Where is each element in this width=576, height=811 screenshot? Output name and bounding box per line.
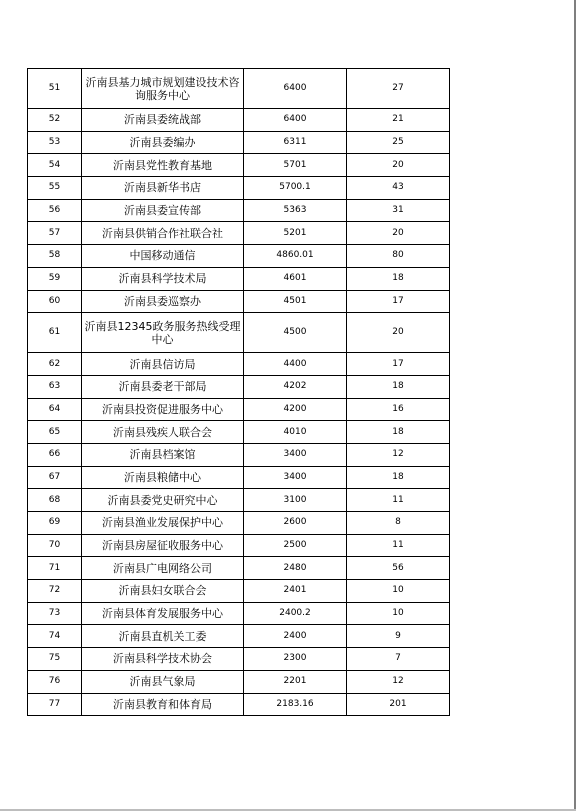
count: 10: [347, 602, 450, 625]
count: 31: [347, 199, 450, 222]
count: 7: [347, 648, 450, 671]
table-row: [28, 648, 450, 671]
row-number: 52: [28, 109, 82, 132]
data-table: [27, 68, 450, 716]
row-number: 58: [28, 245, 82, 268]
count: 11: [347, 534, 450, 557]
table-row: [28, 421, 450, 444]
amount: 4400: [244, 353, 347, 376]
row-number: 53: [28, 131, 82, 154]
row-number: 51: [28, 69, 82, 109]
amount: 2183.16: [244, 693, 347, 716]
amount: 4200: [244, 398, 347, 421]
table-row: [28, 199, 450, 222]
count: 20: [347, 313, 450, 353]
amount: 5701: [244, 154, 347, 177]
row-number: 69: [28, 512, 82, 535]
row-number: 56: [28, 199, 82, 222]
table-row: [28, 177, 450, 200]
amount: 2480: [244, 557, 347, 580]
table-row: [28, 375, 450, 398]
amount: 4202: [244, 375, 347, 398]
amount: 5201: [244, 222, 347, 245]
count: 21: [347, 109, 450, 132]
row-number: 77: [28, 693, 82, 716]
count: 18: [347, 375, 450, 398]
row-number: 63: [28, 375, 82, 398]
row-number: 71: [28, 557, 82, 580]
amount: 5363: [244, 199, 347, 222]
amount: 3400: [244, 443, 347, 466]
row-number: 65: [28, 421, 82, 444]
count: 17: [347, 290, 450, 313]
count: 11: [347, 489, 450, 512]
table-row: [28, 625, 450, 648]
unit-name: 沂南县信访局: [82, 353, 244, 376]
count: 10: [347, 580, 450, 603]
count: 201: [347, 693, 450, 716]
unit-name: 沂南县委党史研究中心: [82, 489, 244, 512]
count: 9: [347, 625, 450, 648]
table-row: [28, 154, 450, 177]
count: 25: [347, 131, 450, 154]
amount: 6400: [244, 69, 347, 109]
amount: 5700.1: [244, 177, 347, 200]
table-row: [28, 489, 450, 512]
table-row: [28, 512, 450, 535]
table-row: [28, 534, 450, 557]
amount: 6311: [244, 131, 347, 154]
unit-name: 沂南县新华书店: [82, 177, 244, 200]
amount: 2500: [244, 534, 347, 557]
unit-name: 沂南县直机关工委: [82, 625, 244, 648]
unit-name: 沂南县妇女联合会: [82, 580, 244, 603]
amount: 4601: [244, 267, 347, 290]
row-number: 61: [28, 313, 82, 353]
table-row: [28, 69, 450, 109]
unit-name: 沂南县科学技术协会: [82, 648, 244, 671]
unit-name: 沂南县委巡察办: [82, 290, 244, 313]
row-number: 59: [28, 267, 82, 290]
count: 18: [347, 267, 450, 290]
unit-name: 沂南县基力城市规划建设技术咨询服务中心: [82, 69, 244, 109]
count: 8: [347, 512, 450, 535]
amount: 2600: [244, 512, 347, 535]
unit-name: 沂南县投资促进服务中心: [82, 398, 244, 421]
amount: 3100: [244, 489, 347, 512]
table-row: [28, 245, 450, 268]
unit-name: 沂南县气象局: [82, 670, 244, 693]
count: 12: [347, 443, 450, 466]
table-row: [28, 353, 450, 376]
table-row: [28, 557, 450, 580]
amount: 3400: [244, 466, 347, 489]
amount: 2201: [244, 670, 347, 693]
unit-name: 沂南县委统战部: [82, 109, 244, 132]
row-number: 73: [28, 602, 82, 625]
table-row: [28, 466, 450, 489]
row-number: 62: [28, 353, 82, 376]
amount: 4010: [244, 421, 347, 444]
unit-name: 沂南县教育和体育局: [82, 693, 244, 716]
row-number: 70: [28, 534, 82, 557]
table-row: [28, 693, 450, 716]
row-number: 75: [28, 648, 82, 671]
data-table-body: [28, 69, 450, 716]
count: 56: [347, 557, 450, 580]
row-number: 64: [28, 398, 82, 421]
amount: 2300: [244, 648, 347, 671]
table-row: [28, 109, 450, 132]
table-row: [28, 131, 450, 154]
unit-name: 沂南县档案馆: [82, 443, 244, 466]
unit-name: 沂南县委宣传部: [82, 199, 244, 222]
count: 20: [347, 222, 450, 245]
row-number: 60: [28, 290, 82, 313]
amount: 2400.2: [244, 602, 347, 625]
table-row: [28, 443, 450, 466]
table-row: [28, 290, 450, 313]
row-number: 76: [28, 670, 82, 693]
amount: 2400: [244, 625, 347, 648]
count: 17: [347, 353, 450, 376]
table-row: [28, 398, 450, 421]
count: 16: [347, 398, 450, 421]
row-number: 72: [28, 580, 82, 603]
count: 43: [347, 177, 450, 200]
unit-name: 沂南县粮储中心: [82, 466, 244, 489]
count: 18: [347, 466, 450, 489]
unit-name: 沂南县12345政务服务热线受理中心: [82, 313, 244, 353]
amount: 2401: [244, 580, 347, 603]
count: 20: [347, 154, 450, 177]
unit-name: 沂南县供销合作社联合社: [82, 222, 244, 245]
count: 27: [347, 69, 450, 109]
table-row: [28, 222, 450, 245]
amount: 4500: [244, 313, 347, 353]
count: 18: [347, 421, 450, 444]
row-number: 68: [28, 489, 82, 512]
count: 80: [347, 245, 450, 268]
table-row: [28, 313, 450, 353]
table-row: [28, 602, 450, 625]
unit-name: 沂南县委编办: [82, 131, 244, 154]
unit-name: 中国移动通信: [82, 245, 244, 268]
row-number: 67: [28, 466, 82, 489]
amount: 4860.01: [244, 245, 347, 268]
row-number: 74: [28, 625, 82, 648]
unit-name: 沂南县广电网络公司: [82, 557, 244, 580]
table-row: [28, 267, 450, 290]
table-row: [28, 670, 450, 693]
row-number: 54: [28, 154, 82, 177]
unit-name: 沂南县体育发展服务中心: [82, 602, 244, 625]
unit-name: 沂南县科学技术局: [82, 267, 244, 290]
count: 12: [347, 670, 450, 693]
unit-name: 沂南县渔业发展保护中心: [82, 512, 244, 535]
table-row: [28, 580, 450, 603]
amount: 6400: [244, 109, 347, 132]
unit-name: 沂南县房屋征收服务中心: [82, 534, 244, 557]
row-number: 66: [28, 443, 82, 466]
unit-name: 沂南县委老干部局: [82, 375, 244, 398]
row-number: 55: [28, 177, 82, 200]
unit-name: 沂南县残疾人联合会: [82, 421, 244, 444]
row-number: 57: [28, 222, 82, 245]
unit-name: 沂南县党性教育基地: [82, 154, 244, 177]
amount: 4501: [244, 290, 347, 313]
